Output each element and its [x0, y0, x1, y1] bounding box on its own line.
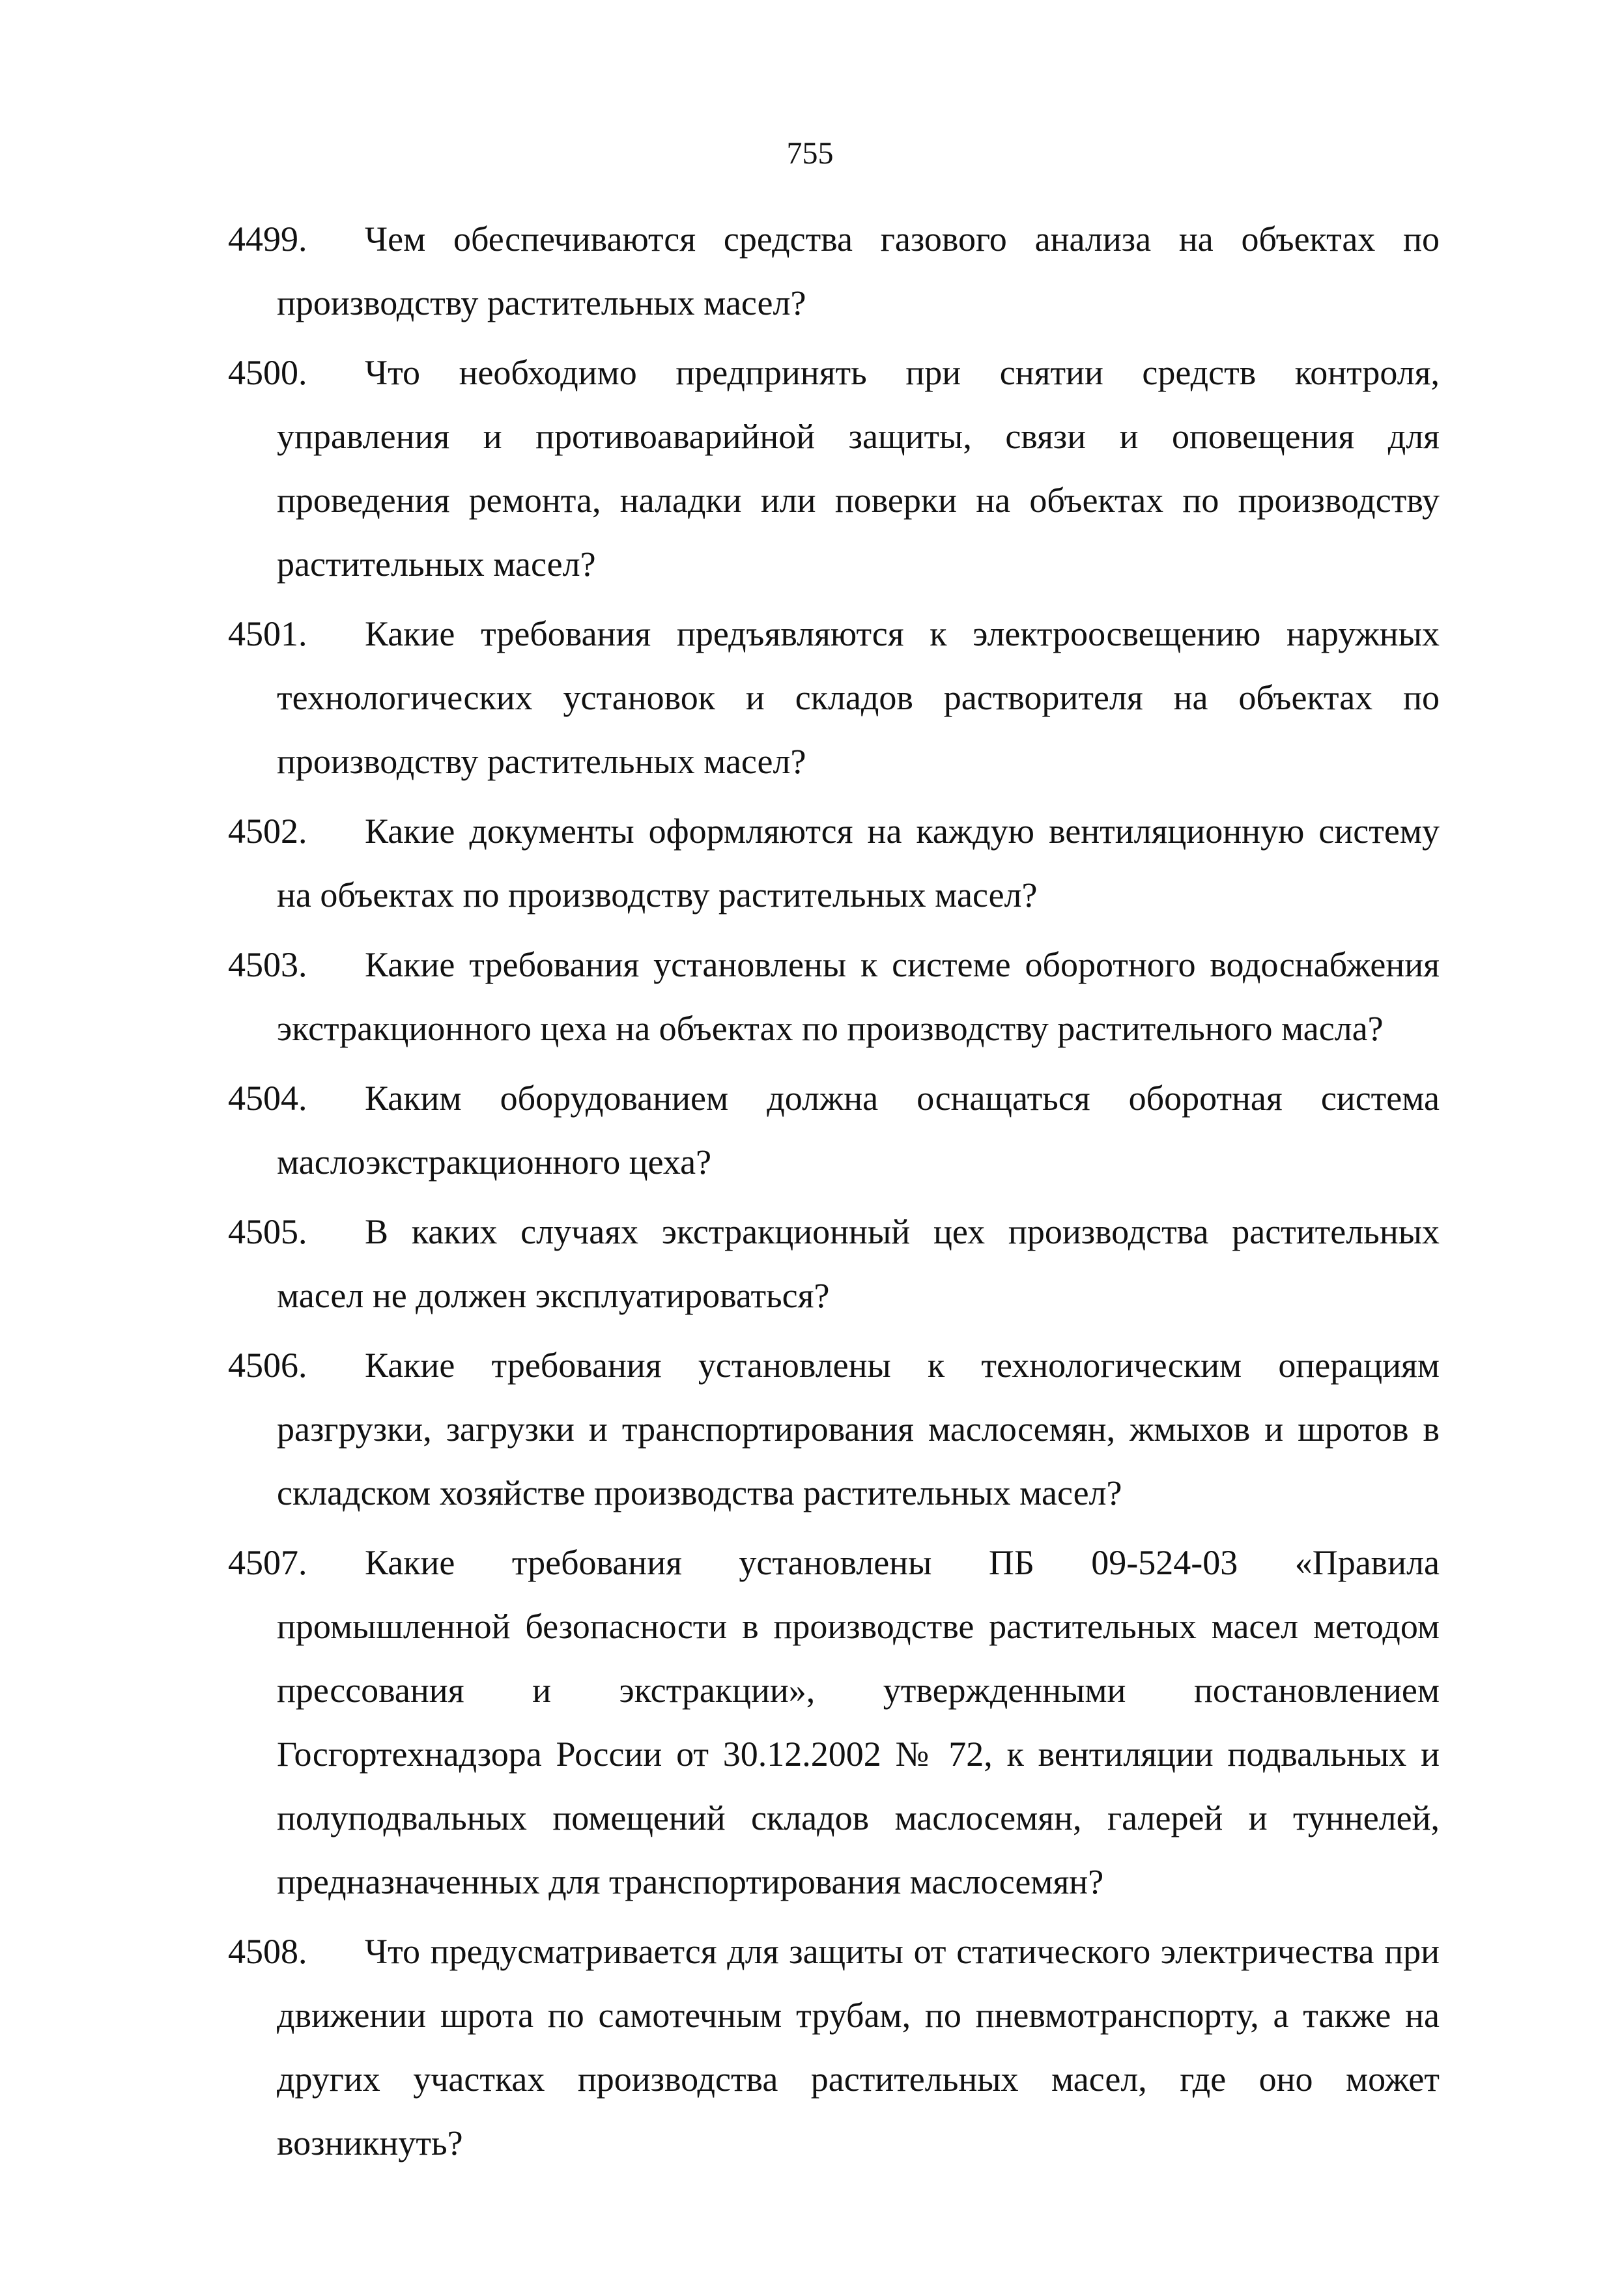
question-text: Что необходимо предпринять при снятии средств контроля, управления и противоаварийной защиты, связи и оповещения для проведения ремонта, наладки или поверки на объектах по производству растительных масел? — [277, 353, 1440, 584]
question-item — [228, 1066, 1440, 1194]
question-text: Какие требования установлены к технологическим операциям разгрузки, загрузки и транспортирования маслосемян, жмыхов и шротов в складском хозяйстве производства растительных масел? — [277, 1346, 1440, 1512]
page-number: 755 — [786, 136, 834, 171]
question-item — [228, 341, 1440, 596]
question-text: Какие требования предъявляются к электроосвещению наружных технологических установок и складов растворителя на объектах по производству растительных масел? — [277, 614, 1440, 781]
question-number: 4507. — [228, 1543, 307, 1582]
question-list — [228, 207, 1440, 2181]
question-item — [228, 1920, 1440, 2175]
question-item — [228, 1333, 1440, 1525]
question-number: 4504. — [228, 1079, 307, 1118]
question-item — [228, 933, 1440, 1060]
question-text: Какие документы оформляются на каждую вентиляционную систему на объектах по производству растительных масел? — [277, 812, 1440, 914]
question-number: 4502. — [228, 812, 307, 851]
question-number: 4508. — [228, 1932, 307, 1971]
question-text: Чем обеспечиваются средства газового анализа на объектах по производству растительных масел? — [277, 220, 1440, 322]
question-text: В каких случаях экстракционный цех производства растительных масел не должен эксплуатироваться? — [277, 1212, 1440, 1315]
question-text: Какие требования установлены к системе оборотного водоснабжения экстракционного цеха на объектах по производству растительного масла? — [277, 945, 1440, 1048]
question-item — [228, 1200, 1440, 1327]
question-item — [228, 799, 1440, 927]
question-number: 4501. — [228, 614, 307, 653]
question-text: Какие требования установлены ПБ 09-524-03 «Правила промышленной безопасности в производстве растительных масел методом прессования и экстракции», утвержденными постановлением Госгортехнадзора России от 30.12.2002 № 72, к вентиляции подвальных и полуподвальных помещений складов маслосемян, галерей и туннелей, предназначенных для транспортирования маслосемян? — [277, 1543, 1440, 1901]
question-number: 4499. — [228, 220, 307, 259]
question-text: Каким оборудованием должна оснащаться оборотная система маслоэкстракционного цеха? — [277, 1079, 1440, 1182]
question-text: Что предусматривается для защиты от статического электричества при движении шрота по самотечным трубам, по пневмотранспорту, а также на других участках производства растительных масел, где оно может возникнуть? — [277, 1932, 1440, 2162]
question-number: 4503. — [228, 945, 307, 984]
question-number: 4505. — [228, 1212, 307, 1251]
question-item — [228, 1531, 1440, 1914]
question-item — [228, 602, 1440, 793]
question-number: 4506. — [228, 1346, 307, 1385]
question-number: 4500. — [228, 353, 307, 392]
question-item — [228, 207, 1440, 335]
